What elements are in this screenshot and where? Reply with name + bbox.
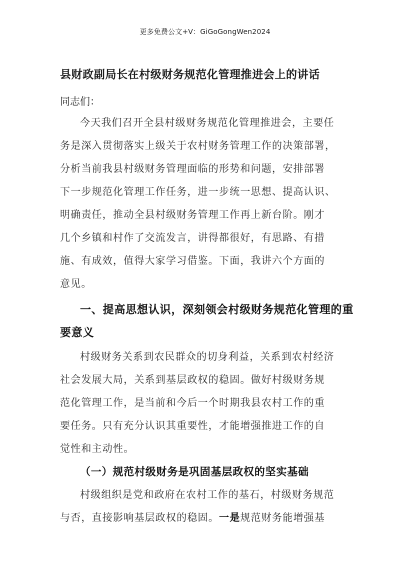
subsection-line: 村级组织是党和政府在农村工作的基石，村级财务规范	[80, 490, 335, 501]
section-heading: 要意义	[60, 326, 95, 339]
section-line: 范化管理工作，是当前和今后一个时期我县农村工作的重	[60, 398, 325, 409]
intro-line: 施、有成效，值得大家学习借鉴。下面，我讲六个方面的	[60, 256, 325, 267]
subsection-heading: （一）规范村级财务是巩固基层政权的坚实基础	[80, 466, 309, 478]
section-heading: 一、提高思想认识，深刻领会村级财务规范化管理的重	[80, 303, 354, 316]
intro-line: 下一步规范化管理工作任务，进一步统一思想、提高认识、	[60, 187, 336, 198]
intro-line: 分析当前我县村级财务管理面临的形势和问题，安排部署	[60, 164, 325, 175]
subsection-line-text: 与否，直接影响基层政权的稳固。	[60, 513, 219, 524]
intro-line: 务是深入贯彻落实上级关于农村财务管理工作的决策部署，	[60, 141, 336, 152]
intro-line: 今天我们召开全县村级财务规范化管理推进会，主要任	[80, 118, 335, 129]
document-title: 县财政副局长在村级财务规范化管理推进会上的讲话	[60, 68, 320, 81]
section-line: 村级财务关系到农民群众的切身利益，关系到农村经济	[80, 352, 335, 363]
section-line: 觉性和主动性。	[60, 444, 135, 455]
section-line: 要任务。只有充分认识其重要性，才能增强推进工作的自	[60, 421, 325, 432]
subsection-line	[60, 512, 356, 526]
section-line: 社会发展大局，关系到基层政权的稳固。做好村级财务规	[60, 375, 325, 386]
intro-line: 几个乡镇和村作了交流发言，讲得都很好，有思路、有措	[60, 233, 325, 244]
watermark-header: 更多免费公文+V：GiGoGongWen2024	[139, 28, 271, 36]
subsection-bold-marker: 一是	[219, 513, 241, 524]
subsection-line-tail: 规范财务能增强基	[240, 513, 326, 524]
intro-line: 意见。	[60, 279, 92, 290]
salutation: 同志们：	[60, 97, 100, 108]
intro-line: 明确责任，推动全县村级财务管理工作再上新台阶。刚才	[60, 210, 325, 221]
